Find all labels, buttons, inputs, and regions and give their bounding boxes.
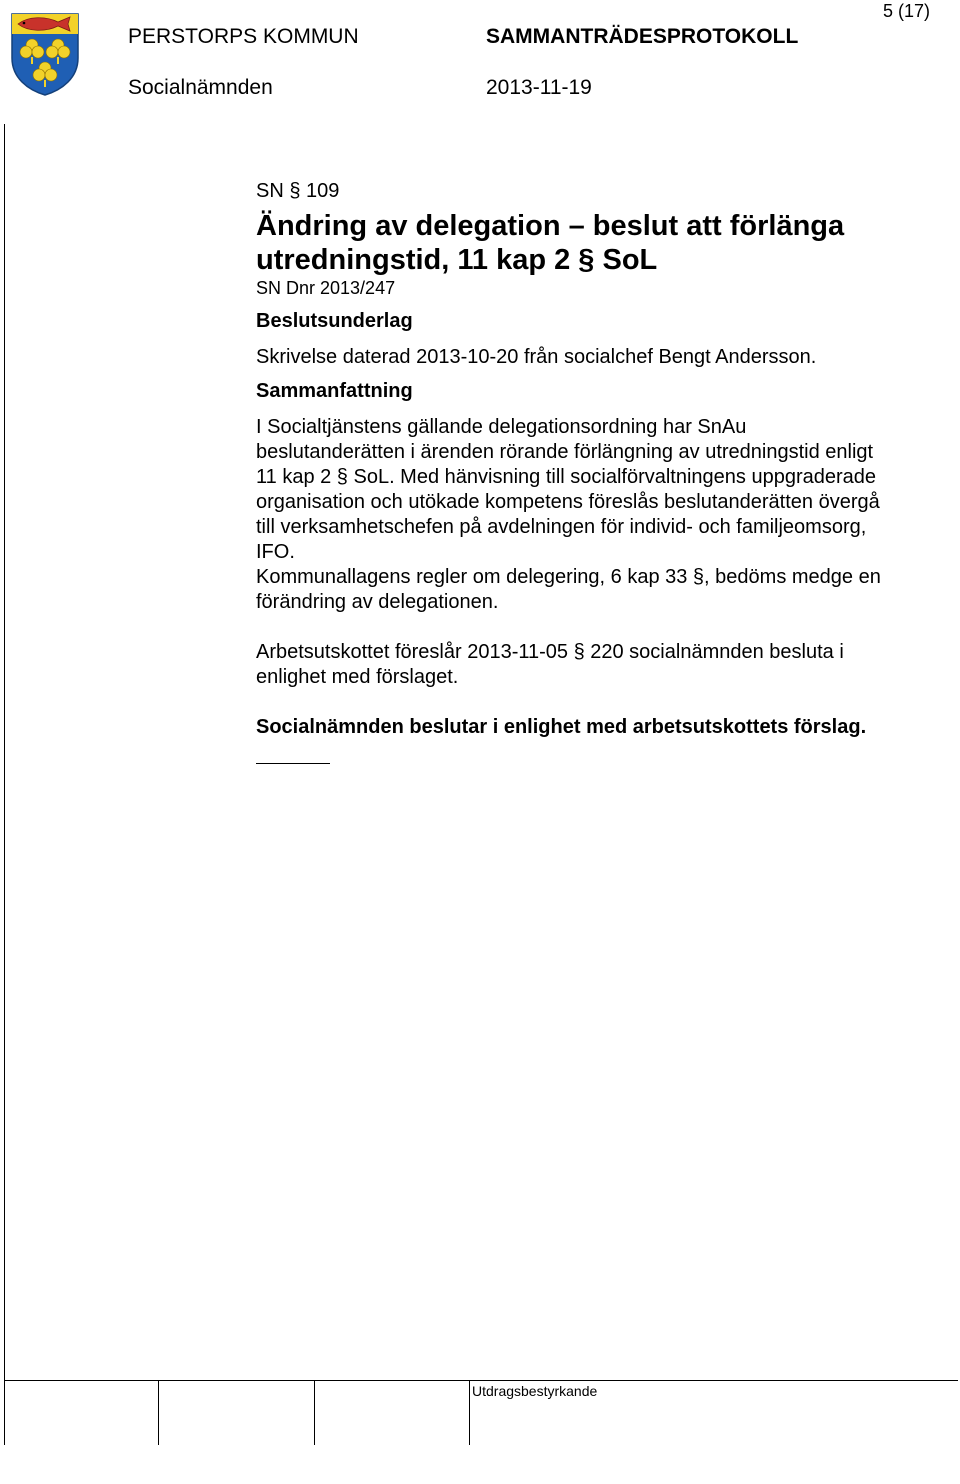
committee-proposal: Arbetsutskottet föreslår 2013-11-05 § 220 socialnämnden besluta i enlighet med förslaget. <box>256 641 844 688</box>
footer-cell-divider <box>4 1381 5 1445</box>
meeting-date: 2013-11-19 <box>486 76 592 99</box>
case-reference-number: SN Dnr 2013/247 <box>256 278 396 298</box>
organization-name: PERSTORPS KOMMUN <box>128 25 359 48</box>
section-end-rule <box>256 763 330 764</box>
page-number: 5 (17) <box>882 1 930 21</box>
summary-paragraph-1: I Socialtjänstens gällande delegationsordning har SnAu beslutanderätten i ärenden rörande förlängning av utredningstid enligt 11 kap 2 § SoL. Med hänvisning till socialförvaltningens uppgraderade organisation och utökade kompetens föreslås beslutanderätten övergå till verksamhetschefen på avdelningen för individ- och familjeomsorg, IFO. <box>256 416 880 563</box>
footer-cell-divider <box>469 1381 470 1445</box>
basis-heading: Beslutsunderlag <box>256 310 413 332</box>
certification-label: Utdragsbestyrkande <box>472 1383 598 1399</box>
case-title: Ändring av delegation – beslut att förlänga utredningstid, 11 kap 2 § SoL <box>256 210 845 276</box>
board-decision: Socialnämnden beslutar i enlighet med arbetsutskottets förslag. <box>256 716 867 738</box>
summary-heading: Sammanfattning <box>256 380 413 402</box>
board-name: Socialnämnden <box>128 76 273 99</box>
protocol-section <box>256 179 896 764</box>
footer-cell-divider <box>158 1381 159 1445</box>
municipal-coat-of-arms-icon <box>10 12 80 96</box>
footer-cell-divider <box>314 1381 315 1445</box>
left-margin-line <box>4 124 5 1382</box>
summary-paragraph-2: Kommunallagens regler om delegering, 6 kap 33 §, bedöms medge en förändring av delegationen. <box>256 566 881 613</box>
document-type: SAMMANTRÄDESPROTOKOLL <box>486 25 799 48</box>
basis-text: Skrivelse daterad 2013-10-20 från socialchef Bengt Andersson. <box>256 346 817 368</box>
section-number: SN § 109 <box>256 180 340 202</box>
